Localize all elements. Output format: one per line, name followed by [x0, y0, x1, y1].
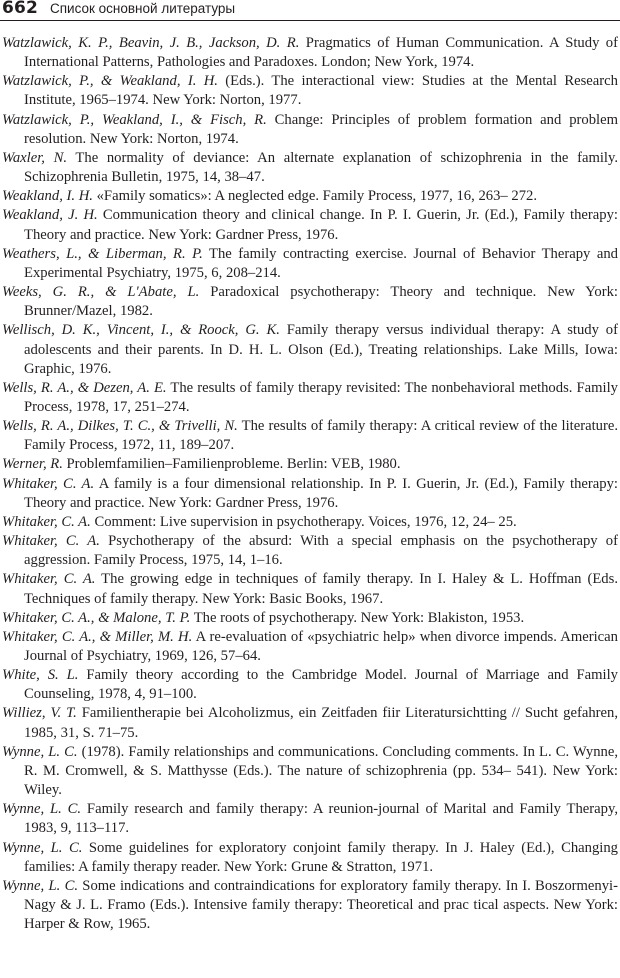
reference-entry [2, 206, 618, 244]
reference-text: (1978). Family relationships and communications. Concluding comments. In L. C. Wynne, R. M. Cromwell, & S. Matthysse (Eds.). The nature of schizophrenia (pp. 534– 541). New York: Wiley. [24, 743, 618, 799]
reference-entry [2, 513, 618, 532]
reference-authors: Wells, R. A., Dilkes, T. C., & Trivelli, N. [2, 418, 238, 435]
reference-text: «Family somatics»: A neglected edge. Family Process, 1977, 16, 263– 272. [92, 188, 538, 205]
reference-authors: Wynne, L. C. [2, 801, 82, 818]
reference-authors: Werner, R. [2, 456, 63, 473]
reference-entry [2, 283, 618, 321]
reference-text: Change: Principles of problem formation and problem resolution. New York: Norton, 1974. [24, 111, 618, 147]
reference-entry [2, 666, 618, 704]
reference-entry [2, 455, 618, 474]
reference-entry [2, 149, 618, 187]
reference-entry [2, 417, 618, 455]
reference-entry [2, 609, 618, 628]
reference-authors: Watzlawick, P., & Weakland, I. H. [2, 73, 218, 90]
reference-authors: Williez, V. T. [2, 705, 77, 722]
reference-authors: Weathers, L., & Liberman, R. P. [2, 245, 203, 262]
reference-entry [2, 111, 618, 149]
reference-entry [2, 379, 618, 417]
reference-authors: Weakland, I. H. [2, 188, 93, 205]
reference-authors: White, S. L. [2, 667, 79, 684]
reference-authors: Whitaker, C. A. [2, 513, 91, 530]
reference-entry [2, 475, 618, 513]
reference-entry [2, 532, 618, 570]
reference-entry [2, 704, 618, 742]
reference-entry [2, 245, 618, 283]
reference-text: Family research and family therapy: A reunion-journal of Marital and Family Therapy, 1983, 9, 113–117. [24, 801, 618, 837]
reference-authors: Whitaker, C. A. [2, 475, 95, 492]
reference-text: The family contracting exercise. Journal of Behavior Therapy and Experimental Psychiatry, 1975, 6, 208–214. [24, 245, 618, 281]
reference-authors: Weeks, G. R., & L'Abate, L. [2, 284, 200, 301]
reference-entry [2, 321, 618, 378]
reference-entry [2, 570, 618, 608]
reference-authors: Whitaker, C. A. [2, 571, 96, 588]
reference-text: Familientherapie bei Alcoholizmus, ein Zeitfaden fiir Literatursichtting // Sucht gefahren, 1985, 31, S. 71–75. [24, 705, 619, 741]
reference-text: The results of family therapy revisited: The nonbehavioral methods. Family Process, 1978, 17, 251–274. [24, 379, 619, 415]
reference-entry [2, 839, 618, 877]
reference-entry [2, 800, 618, 838]
reference-text: Psychotherapy of the absurd: With a special emphasis on the psychotherapy of aggression. Family Process, 1975, 14, 1–16. [24, 533, 618, 569]
reference-authors: Wynne, L. C. [2, 743, 78, 760]
page-header [0, 0, 620, 21]
reference-authors: Waxler, N. [2, 149, 68, 166]
page-number: 662 [2, 0, 39, 18]
reference-text: Family therapy versus individual therapy: A study of adolescents and their parents. In D. H. L. Olson (Ed.), Treating relationships. Lake Mills, Iowa: Graphic, 1976. [24, 322, 618, 377]
reference-text: Family theory according to the Cambridge Model. Journal of Marriage and Family Counseling, 1978, 4, 91–100. [24, 667, 618, 703]
reference-entry [2, 877, 618, 934]
reference-authors: Watzlawick, P., Weakland, I., & Fisch, R. [2, 111, 267, 128]
reference-text: The normality of deviance: An alternate explanation of schizophrenia in the family. Schizophrenia Bulletin, 1975, 14, 38–47. [24, 149, 618, 186]
reference-authors: Wynne, L. C. [2, 839, 83, 856]
reference-text: Comment: Live supervision in psychotherapy. Voices, 1976, 12, 24– 25. [90, 513, 517, 530]
reference-text: Problemfamilien–Familienprobleme. Berlin: VEB, 1980. [62, 456, 401, 473]
reference-entry [2, 628, 618, 666]
reference-text: The results of family therapy: A critical review of the literature. Family Process, 1972, 11, 189–207. [24, 418, 618, 454]
reference-authors: Whitaker, C. A., & Miller, M. H. [2, 628, 193, 645]
reference-text: The roots of psychotherapy. New York: Blakiston, 1953. [190, 609, 525, 626]
reference-entry [2, 34, 618, 72]
reference-entry [2, 743, 618, 800]
reference-text: Some indications and contraindications for exploratory family therapy. In I. Boszormenyi-Nagy & J. L. Framo (Eds.). Intensive family therapy: Theoretical and prac tical aspects. New York: Harper & Row, 1965. [24, 877, 618, 933]
reference-text: A family is a four dimensional relationship. In P. I. Guerin, Jr. (Ed.), Family therapy: Theory and practice. New York: Gardner Press, 1976. [24, 475, 618, 511]
reference-text: Some guidelines for exploratory conjoint family therapy. In J. Haley (Ed.), Changing families: A family therapy reader. New York: Grune & Stratton, 1971. [24, 839, 618, 875]
reference-authors: Wells, R. A., & Dezen, A. E. [2, 379, 167, 396]
reference-entry [2, 72, 618, 110]
reference-text: Communication theory and clinical change. In P. I. Guerin, Jr. (Ed.), Family therapy: Theory and practice. New York: Gardner Press, 1976. [24, 207, 618, 243]
reference-authors: Wynne, L. C. [2, 877, 78, 894]
reference-text: Paradoxical psychotherapy: Theory and technique. New York: Brunner/Mazel, 1982. [24, 284, 618, 320]
reference-entry [2, 187, 618, 206]
running-title: Список основной литературы [50, 1, 236, 16]
reference-list [2, 34, 618, 934]
reference-text: Pragmatics of Human Communication. A Study of International Patterns, Pathologies and Paradoxes. London; New York, 1974. [24, 35, 619, 71]
reference-text: A re-evaluation of «psychiatric help» when divorce impends. American Journal of Psychiatry, 1969, 126, 57–64. [24, 628, 618, 664]
reference-authors: Whitaker, C. A. [2, 533, 100, 550]
reference-authors: Watzlawick, K. P., Beavin, J. B., Jackson, D. R. [2, 35, 300, 51]
reference-text: (Eds.). The interactional view: Studies at the Mental Research Institute, 1965–1974. New York: Norton, 1977. [24, 73, 618, 109]
reference-authors: Weakland, J. H. [2, 207, 98, 224]
reference-authors: Wellisch, D. K., Vincent, I., & Roock, G. K. [2, 322, 280, 339]
reference-text: The growing edge in techniques of family therapy. In I. Haley & L. Hoffman (Eds. Techniques of family therapy. New York: Basic Books, 1967. [24, 571, 618, 607]
reference-authors: Whitaker, C. A., & Malone, T. P. [2, 609, 191, 626]
